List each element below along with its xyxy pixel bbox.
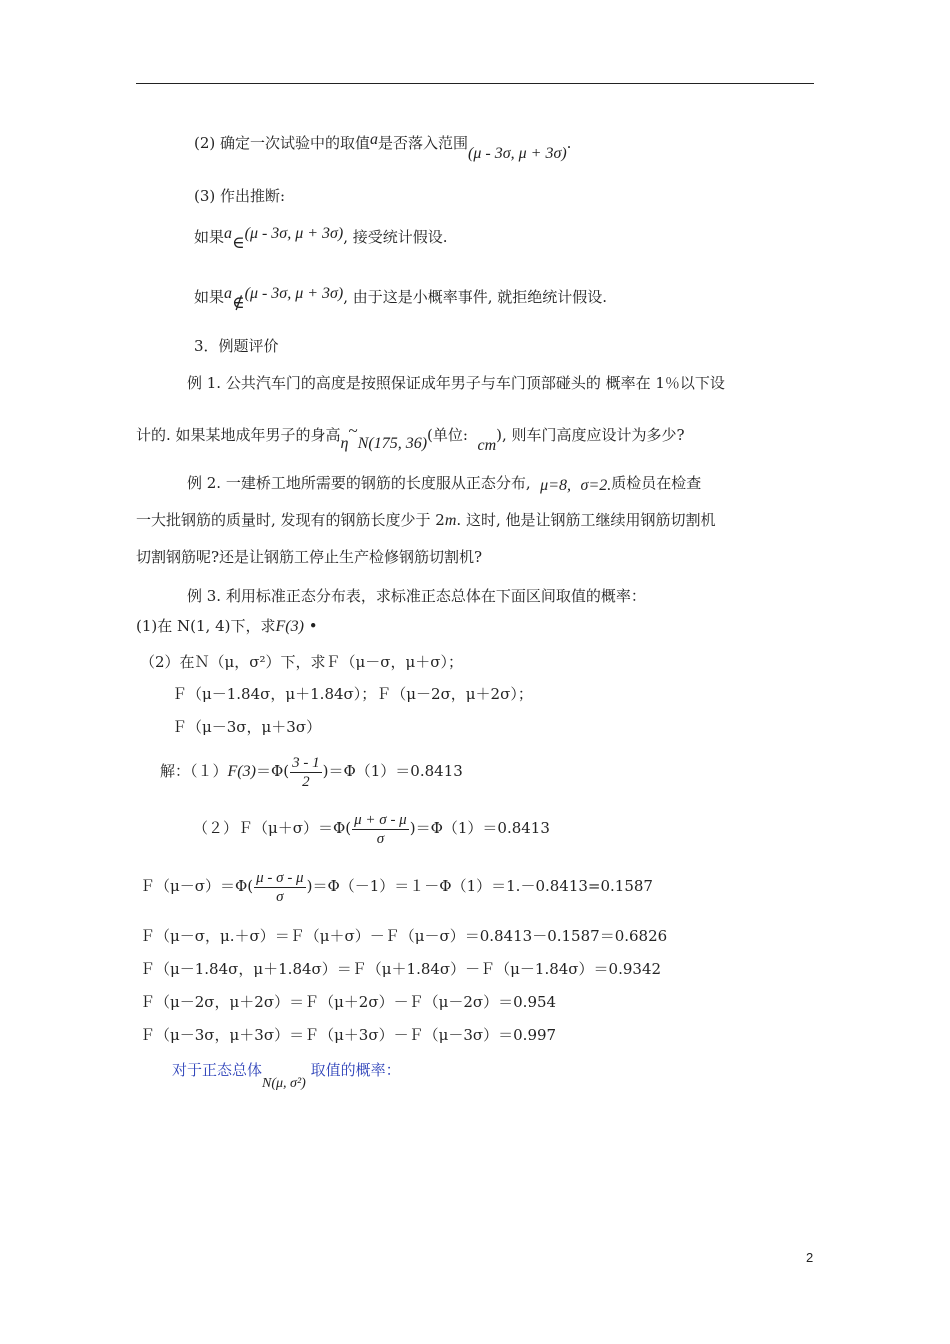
interval: (μ - 3σ, μ + 3σ) [244, 285, 344, 302]
element-of-symbol: ∈ [232, 233, 245, 252]
step-3-line: (3) 作出推断: [194, 187, 286, 205]
solution-label: 解：（１） [160, 762, 228, 780]
if-not-prefix: 如果 [194, 288, 225, 306]
section-3-title: 3．例题评价 [194, 337, 279, 355]
normal-distribution: N(μ, σ²) [262, 1076, 306, 1091]
solution-2 [193, 810, 550, 848]
page-number: 2 [806, 1250, 814, 1265]
header-rule [136, 83, 814, 84]
numerator: μ + σ - μ [354, 811, 407, 828]
eta-symbol: η [340, 435, 349, 452]
fraction [254, 869, 305, 906]
var-a: a [224, 285, 233, 302]
solution-3 [140, 868, 653, 906]
tilde-symbol: ~ [348, 421, 358, 440]
example-3-line-1: 例 3. 利用标准正态分布表，求标准正态总体在下面区间取值的概率： [187, 587, 646, 605]
final-line [172, 1060, 401, 1094]
solution-1-result: )＝Φ（1）＝0.8413 [322, 762, 463, 780]
example-2-line-3: 切割钢筋呢?还是让钢筋工停止生产检修钢筋切割机? [136, 548, 483, 566]
step-2-end: . [566, 134, 572, 152]
result-line-4: Ｆ（μ－3σ，μ＋3σ）＝Ｆ（μ＋3σ）－Ｆ（μ－3σ）＝0.997 [140, 1026, 557, 1044]
example-3-question-2: （2）在Ｎ（μ，σ²）下，求Ｆ（μ－σ，μ＋σ）； [140, 653, 464, 671]
if-in-rest: , 接受统计假设. [343, 228, 448, 246]
fraction [290, 754, 322, 791]
example-2-line-2 [136, 510, 716, 531]
f-of-3: F(3) [227, 763, 256, 780]
final-text-b: 取值的概率： [310, 1061, 401, 1079]
if-in-prefix: 如果 [194, 228, 225, 246]
mu-value: μ=8, [540, 477, 571, 494]
result-line-2: Ｆ（μ－1.84σ，μ＋1.84σ）＝Ｆ（μ＋1.84σ）－Ｆ（μ－1.84σ）＝0.9342 [140, 960, 662, 978]
solution-1-eq: ＝Φ( [255, 762, 290, 780]
fraction [352, 811, 409, 848]
unit-m: m [444, 512, 457, 529]
interval: (μ - 3σ, μ + 3σ) [468, 145, 567, 162]
example-1-line-1: 例 1. 公共汽车门的高度是按照保证成年男子与车门顶部碰头的 概率在 1％以下设 [187, 374, 725, 392]
solution-1 [160, 753, 463, 791]
normal-distribution: N(175, 36) [357, 435, 428, 452]
result-line-1: Ｆ（μ－σ，μ.＋σ）＝Ｆ（μ＋σ）－Ｆ（μ－σ）＝0.8413－0.1587＝0.6826 [140, 927, 668, 945]
example-1-question: ), 则车门高度应设计为多少? [496, 426, 685, 444]
example-1-text: 计的. 如果某地成年男子的身高 [136, 426, 341, 444]
if-not-line [194, 284, 607, 313]
example-2-text-2: 一大批钢筋的质量时, 发现有的钢筋长度少于 2 [136, 511, 445, 529]
unit-label: (单位: [427, 426, 468, 444]
interval: (μ - 3σ, μ + 3σ) [244, 225, 344, 242]
example-3-question-3: Ｆ（μ－1.84σ，μ＋1.84σ）；Ｆ（μ－2σ，μ＋2σ）； [172, 685, 533, 703]
result-line-3: Ｆ（μ－2σ，μ＋2σ）＝Ｆ（μ＋2σ）－Ｆ（μ－2σ）＝0.954 [140, 993, 557, 1011]
example-2-text: 例 2. 一建桥工地所需要的钢筋的长度服从正态分布, [187, 474, 531, 492]
numerator: μ - σ - μ [256, 869, 304, 886]
example-2-text-2b: . 这时, 他是让钢筋工继续用钢筋切割机 [456, 511, 716, 529]
step-2-line [194, 130, 571, 164]
example-3-question-4: Ｆ（μ－3σ，μ＋3σ） [172, 718, 322, 736]
solution-2-lhs: （２）Ｆ（μ＋σ）＝Φ( [193, 819, 352, 837]
q1-text: (1)在 N(1, 4)下，求 [136, 617, 276, 635]
solution-3-lhs: Ｆ（μ－σ）＝Φ( [140, 877, 254, 895]
var-a: a [370, 131, 379, 148]
example-2-text-b: 质检员在检查 [611, 474, 702, 492]
solution-2-result: )＝Φ（1）＝0.8413 [409, 819, 550, 837]
example-3-question-1 [136, 616, 318, 637]
solution-3-result: )＝Φ（－1）＝１－Φ（1）＝1.－0.8413=0.1587 [306, 877, 653, 895]
q1-end: • [308, 617, 318, 635]
final-text-a: 对于正态总体 [172, 1061, 263, 1079]
denominator: σ [276, 888, 284, 905]
not-element-of-symbol: ∉ [232, 293, 245, 312]
unit-cm: cm [477, 437, 497, 454]
if-in-line [194, 224, 448, 253]
sigma-value: σ=2. [580, 477, 612, 494]
step-2-text: (2) 确定一次试验中的取值 [194, 134, 371, 152]
if-not-rest: , 由于这是小概率事件, 就拒绝统计假设. [343, 288, 608, 306]
denominator: σ [376, 830, 385, 847]
step-2-text2: 是否落入范围 [378, 134, 469, 152]
numerator: 3 - 1 [292, 754, 320, 771]
f-of-3: F(3) [275, 618, 304, 635]
denominator: 2 [302, 773, 310, 790]
var-a: a [224, 225, 233, 242]
example-1-line-2 [136, 421, 685, 456]
example-2-line-1 [187, 473, 701, 496]
